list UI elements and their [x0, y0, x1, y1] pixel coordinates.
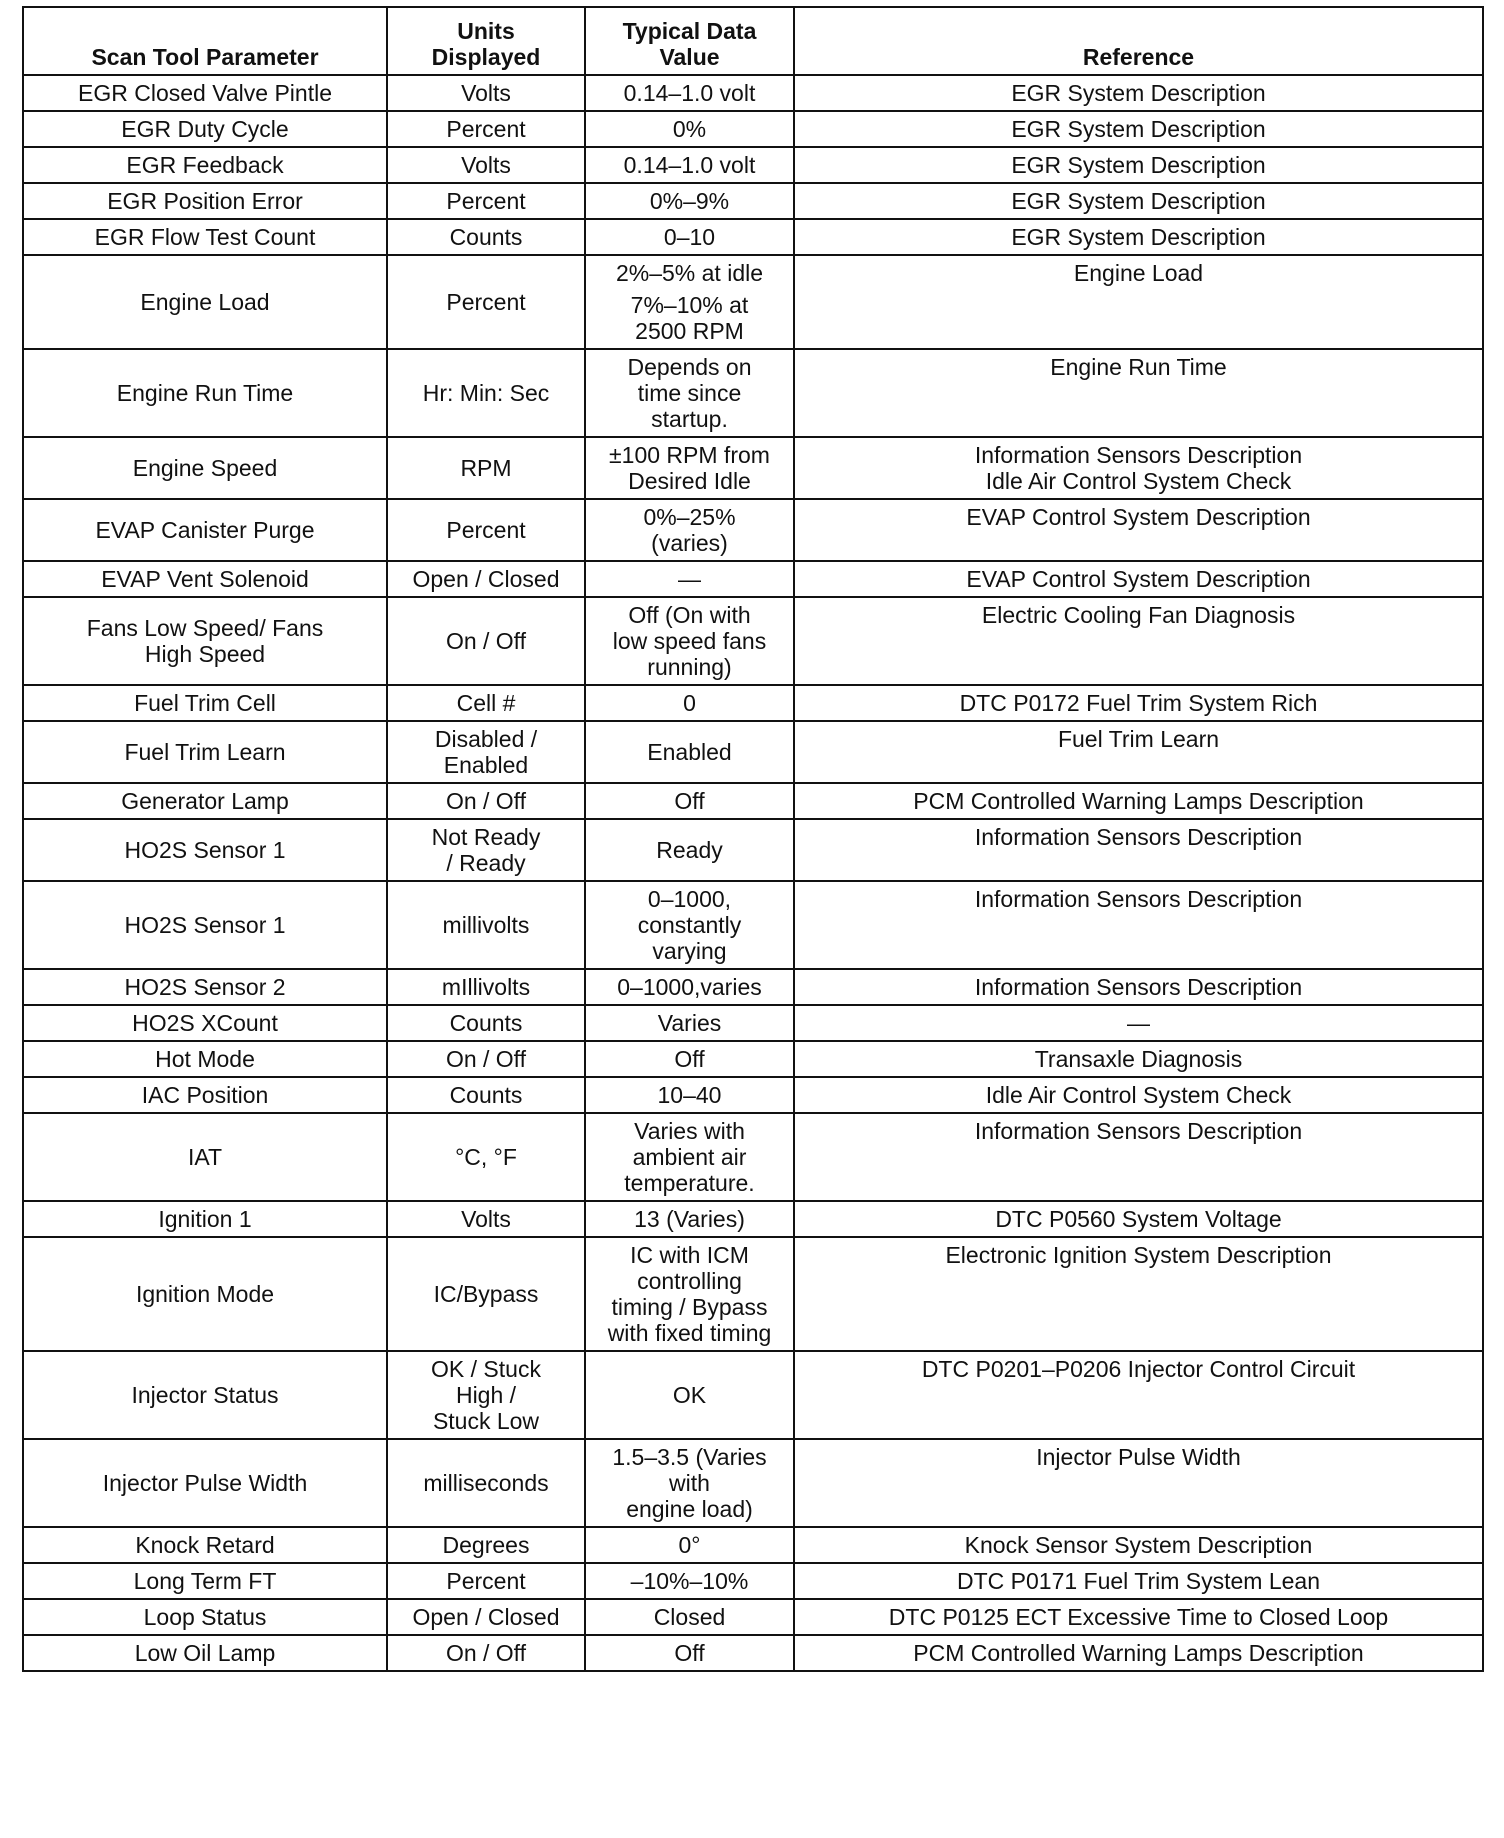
units-cell-line: Percent [446, 188, 526, 214]
units-cell-line: / Ready [446, 850, 526, 876]
units-cell [387, 819, 585, 881]
reference-cell [794, 1599, 1483, 1635]
parameter-cell-line: EGR Feedback [126, 152, 284, 178]
units-cell [387, 1201, 585, 1237]
parameter-cell-line: EGR Duty Cycle [121, 116, 289, 142]
table-row [23, 1563, 1483, 1599]
reference-cell-line: PCM Controlled Warning Lamps Description [913, 1640, 1364, 1666]
reference-cell [794, 561, 1483, 597]
typical-value-cell-line: 1.5–3.5 (Varies [612, 1444, 767, 1470]
table-row [23, 1599, 1483, 1635]
typical-value-cell-line: low speed fans [612, 628, 767, 654]
units-cell [387, 219, 585, 255]
units-cell [387, 111, 585, 147]
table-row [23, 1005, 1483, 1041]
parameter-cell [23, 75, 387, 111]
table-row [23, 1113, 1483, 1201]
header-scan-tool-parameter: Scan Tool Parameter [23, 7, 387, 75]
typical-value-cell [585, 111, 794, 147]
units-cell-line: Volts [461, 152, 511, 178]
reference-cell-line: DTC P0125 ECT Excessive Time to Closed Loop [888, 1604, 1389, 1630]
typical-value-cell [585, 437, 794, 499]
table-row [23, 1527, 1483, 1563]
typical-value-cell-line: timing / Bypass [611, 1294, 768, 1320]
units-cell [387, 783, 585, 819]
typical-value-cell-line: 0.14–1.0 volt [623, 80, 756, 106]
typical-value-cell-line: Ready [656, 837, 723, 863]
table-row [23, 499, 1483, 561]
units-cell [387, 1005, 585, 1041]
reference-cell [794, 499, 1483, 561]
units-cell-line: On / Off [445, 788, 527, 814]
parameter-cell [23, 1635, 387, 1671]
reference-cell-line: Idle Air Control System Check [985, 468, 1292, 494]
table-row [23, 881, 1483, 969]
units-cell-line: Stuck Low [432, 1408, 540, 1434]
reference-cell [794, 597, 1483, 685]
reference-cell-line: EVAP Control System Description [966, 566, 1311, 592]
units-cell [387, 685, 585, 721]
units-cell-line: Volts [461, 80, 511, 106]
typical-value-cell [585, 819, 794, 881]
typical-value-cell [585, 881, 794, 969]
units-cell [387, 1599, 585, 1635]
typical-value-cell-line: Desired Idle [628, 468, 751, 494]
parameter-cell [23, 783, 387, 819]
scan-tool-data-table-page [22, 6, 1482, 1672]
table-row [23, 597, 1483, 685]
typical-value-cell [585, 1563, 794, 1599]
parameter-cell [23, 881, 387, 969]
units-cell [387, 561, 585, 597]
typical-value-cell-line: Off [674, 1046, 705, 1072]
parameter-cell-line: HO2S Sensor 1 [124, 837, 286, 863]
typical-value-cell [585, 147, 794, 183]
reference-cell [794, 685, 1483, 721]
parameter-cell-line: EVAP Canister Purge [95, 517, 315, 543]
reference-cell-line: Electronic Ignition System Description [945, 1242, 1332, 1268]
reference-cell [794, 1005, 1483, 1041]
parameter-cell-line: Ignition Mode [135, 1281, 275, 1307]
reference-cell-line: EGR System Description [1011, 188, 1266, 214]
reference-cell [794, 881, 1483, 969]
table-row [23, 219, 1483, 255]
typical-value-cell [585, 1351, 794, 1439]
reference-cell [794, 1527, 1483, 1563]
parameter-cell-line: Engine Speed [132, 455, 278, 481]
typical-value-cell [585, 1041, 794, 1077]
typical-value-cell [585, 1439, 794, 1527]
table-row [23, 1041, 1483, 1077]
table-row [23, 1077, 1483, 1113]
parameter-cell-line: EGR Flow Test Count [94, 224, 316, 250]
parameter-cell [23, 499, 387, 561]
parameter-cell-line: Low Oil Lamp [134, 1640, 276, 1666]
parameter-cell-line: HO2S Sensor 1 [124, 912, 286, 938]
table-row [23, 183, 1483, 219]
typical-value-cell-line: –10%–10% [630, 1568, 749, 1594]
reference-cell [794, 183, 1483, 219]
units-cell-line: Hr: Min: Sec [422, 380, 550, 406]
table-row [23, 721, 1483, 783]
parameter-cell-line: Engine Run Time [116, 380, 294, 406]
reference-cell-line: EVAP Control System Description [966, 504, 1311, 530]
units-cell [387, 881, 585, 969]
units-cell-line: °C, °F [455, 1144, 517, 1170]
typical-value-cell-line: temperature. [624, 1170, 755, 1196]
typical-value-cell-line: 10–40 [657, 1082, 722, 1108]
reference-cell [794, 349, 1483, 437]
units-cell-line: Percent [446, 517, 526, 543]
parameter-cell [23, 219, 387, 255]
parameter-cell-line: IAC Position [141, 1082, 269, 1108]
units-cell-line: Not Ready [431, 824, 541, 850]
parameter-cell [23, 1113, 387, 1201]
parameter-cell [23, 1237, 387, 1351]
typical-value-cell-line: 0–10 [663, 224, 716, 250]
parameter-cell-line: Injector Pulse Width [102, 1470, 308, 1496]
reference-cell [794, 1201, 1483, 1237]
typical-value-cell-line: engine load) [626, 1496, 753, 1522]
units-cell [387, 597, 585, 685]
units-cell-line: Open / Closed [412, 1604, 560, 1630]
reference-cell [794, 147, 1483, 183]
reference-cell [794, 1635, 1483, 1671]
reference-cell [794, 783, 1483, 819]
parameter-cell-line: EVAP Vent Solenoid [101, 566, 309, 592]
parameter-cell [23, 183, 387, 219]
table-row [23, 255, 1483, 349]
reference-cell-line: Information Sensors Description [974, 442, 1303, 468]
parameter-cell [23, 1527, 387, 1563]
reference-cell [794, 75, 1483, 111]
table-row [23, 1201, 1483, 1237]
reference-cell-line: EGR System Description [1011, 224, 1266, 250]
typical-value-cell-line: with [669, 1470, 710, 1496]
units-cell-line: IC/Bypass [433, 1281, 539, 1307]
reference-cell-line: DTC P0172 Fuel Trim System Rich [959, 690, 1318, 716]
typical-value-cell-line: 0–1000,varies [617, 974, 762, 1000]
table-row [23, 147, 1483, 183]
typical-value-cell [585, 1201, 794, 1237]
typical-value-cell [585, 1527, 794, 1563]
typical-value-cell-line: IC with ICM [630, 1242, 749, 1268]
parameter-cell-line: HO2S XCount [132, 1010, 278, 1036]
parameter-cell [23, 1041, 387, 1077]
units-cell-line: On / Off [445, 1640, 527, 1666]
header-units-displayed: Units Displayed [387, 7, 585, 75]
reference-cell-line: Transaxle Diagnosis [1034, 1046, 1243, 1072]
header-typical-data-value: Typical Data Value [585, 7, 794, 75]
reference-cell-line: Engine Load [1073, 260, 1204, 286]
typical-value-cell-line: 2%–5% at idle [615, 260, 764, 286]
reference-cell [794, 255, 1483, 349]
units-cell [387, 147, 585, 183]
units-cell-line: On / Off [445, 628, 527, 654]
table-row [23, 1439, 1483, 1527]
parameter-cell-line: Generator Lamp [121, 788, 289, 814]
parameter-cell [23, 969, 387, 1005]
units-cell [387, 437, 585, 499]
reference-cell [794, 1351, 1483, 1439]
units-cell-line: Percent [446, 289, 526, 315]
units-cell [387, 1635, 585, 1671]
units-cell [387, 969, 585, 1005]
parameter-cell-line: Loop Status [143, 1604, 267, 1630]
table-row [23, 783, 1483, 819]
parameter-cell [23, 1077, 387, 1113]
typical-value-cell-line: 7%–10% at [630, 292, 749, 318]
parameter-cell-line: IAT [187, 1144, 223, 1170]
reference-cell [794, 721, 1483, 783]
reference-cell-line: Injector Pulse Width [1036, 1444, 1241, 1470]
reference-cell [794, 1563, 1483, 1599]
reference-cell-line: Engine Run Time [1050, 354, 1227, 380]
units-cell-line: OK / Stuck [431, 1356, 541, 1382]
table-row [23, 1351, 1483, 1439]
reference-cell-line: Idle Air Control System Check [985, 1082, 1292, 1108]
parameter-cell [23, 349, 387, 437]
typical-value-cell-line: 0–1000, [647, 886, 732, 912]
units-cell-line: Open / Closed [412, 566, 560, 592]
typical-value-cell [585, 349, 794, 437]
reference-cell [794, 1041, 1483, 1077]
parameter-cell-line: Fuel Trim Cell [134, 690, 276, 716]
parameter-cell [23, 147, 387, 183]
units-cell-line: Counts [449, 1082, 523, 1108]
scan-tool-parameter-table [22, 6, 1484, 1672]
reference-cell-line: DTC P0201–P0206 Injector Control Circuit [921, 1356, 1356, 1382]
typical-value-cell-line: ambient air [632, 1144, 747, 1170]
units-cell-line: RPM [460, 455, 512, 481]
reference-cell [794, 1113, 1483, 1201]
units-cell [387, 255, 585, 349]
table-row [23, 969, 1483, 1005]
units-cell-line: Counts [449, 224, 523, 250]
units-cell-line: Counts [449, 1010, 523, 1036]
units-cell [387, 1439, 585, 1527]
parameter-cell [23, 685, 387, 721]
reference-cell-line: Knock Sensor System Description [964, 1532, 1313, 1558]
reference-cell-line: Information Sensors Description [974, 1118, 1303, 1144]
typical-value-cell [585, 561, 794, 597]
typical-value-cell-line: 13 (Varies) [634, 1206, 745, 1232]
units-cell [387, 349, 585, 437]
typical-value-cell-line: 0 [683, 690, 696, 716]
units-cell-line: mIllivolts [441, 974, 531, 1000]
parameter-cell-line: Injector Status [131, 1382, 279, 1408]
typical-value-cell-line: with fixed timing [607, 1320, 772, 1346]
typical-value-cell-line: controlling [637, 1268, 742, 1294]
units-cell-line: On / Off [445, 1046, 527, 1072]
typical-value-cell [585, 1077, 794, 1113]
typical-value-cell-line: 0.14–1.0 volt [623, 152, 756, 178]
units-cell [387, 1041, 585, 1077]
units-cell-line: Volts [461, 1206, 511, 1232]
units-cell-line: Enabled [443, 752, 529, 778]
units-cell [387, 183, 585, 219]
units-cell [387, 75, 585, 111]
parameter-cell-line: HO2S Sensor 2 [124, 974, 286, 1000]
parameter-cell-line: Long Term FT [133, 1568, 277, 1594]
typical-value-cell-line: varying [652, 938, 727, 964]
typical-value-cell-line: constantly [637, 912, 742, 938]
typical-value-cell-line: Varies with [634, 1118, 745, 1144]
parameter-cell-line: EGR Closed Valve Pintle [78, 80, 332, 106]
reference-cell [794, 1237, 1483, 1351]
units-cell-line: Degrees [442, 1532, 530, 1558]
parameter-cell [23, 721, 387, 783]
parameter-cell-line: Fans Low Speed/ Fans [86, 615, 324, 641]
typical-value-cell [585, 1113, 794, 1201]
units-cell-line: milliseconds [423, 1470, 549, 1496]
reference-cell-line: PCM Controlled Warning Lamps Description [913, 788, 1364, 814]
parameter-cell [23, 111, 387, 147]
table-row [23, 1635, 1483, 1671]
units-cell [387, 499, 585, 561]
parameter-cell [23, 1351, 387, 1439]
typical-value-cell-line: 0% [672, 116, 707, 142]
reference-cell [794, 437, 1483, 499]
reference-cell-line: Information Sensors Description [974, 824, 1303, 850]
parameter-cell [23, 1599, 387, 1635]
typical-value-cell [585, 183, 794, 219]
reference-cell [794, 111, 1483, 147]
reference-cell [794, 969, 1483, 1005]
parameter-cell-line: EGR Position Error [107, 188, 303, 214]
typical-value-cell [585, 969, 794, 1005]
typical-value-cell [585, 75, 794, 111]
parameter-cell-line: High Speed [144, 641, 266, 667]
units-cell-line: Cell # [456, 690, 516, 716]
parameter-cell [23, 819, 387, 881]
parameter-cell [23, 1005, 387, 1041]
table-row [23, 1237, 1483, 1351]
reference-cell-line: Fuel Trim Learn [1057, 726, 1220, 752]
typical-value-cell-line: startup. [651, 406, 728, 432]
reference-cell [794, 819, 1483, 881]
typical-value-cell-line: 2500 RPM [635, 318, 744, 344]
parameter-cell-line: Ignition 1 [158, 1206, 252, 1232]
table-row [23, 111, 1483, 147]
parameter-cell-line: Hot Mode [155, 1046, 255, 1072]
units-cell-line: Disabled / [434, 726, 538, 752]
reference-cell [794, 219, 1483, 255]
reference-cell [794, 1077, 1483, 1113]
units-cell [387, 1563, 585, 1599]
parameter-cell-line: Engine Load [140, 289, 270, 315]
typical-value-cell [585, 1599, 794, 1635]
typical-value-cell-line: OK [672, 1382, 707, 1408]
parameter-cell [23, 255, 387, 349]
parameter-cell [23, 437, 387, 499]
parameter-cell-line: Knock Retard [135, 1532, 275, 1558]
typical-value-cell-line: Off [674, 1640, 705, 1666]
typical-value-cell [585, 1237, 794, 1351]
table-row [23, 349, 1483, 437]
units-cell-line: Percent [446, 1568, 526, 1594]
reference-cell-line: EGR System Description [1011, 152, 1266, 178]
units-cell [387, 1237, 585, 1351]
typical-value-cell [585, 685, 794, 721]
table-row [23, 437, 1483, 499]
typical-value-cell-line: Off [674, 788, 705, 814]
typical-value-cell-line: time since [637, 380, 742, 406]
typical-value-cell-line: ±100 RPM from [609, 442, 770, 468]
typical-value-cell [585, 597, 794, 685]
typical-value-cell [585, 721, 794, 783]
reference-cell [794, 1439, 1483, 1527]
reference-cell-line: DTC P0560 System Voltage [995, 1206, 1282, 1232]
table-row [23, 75, 1483, 111]
parameter-cell [23, 1563, 387, 1599]
reference-cell-line: — [1127, 1010, 1150, 1036]
parameter-cell [23, 561, 387, 597]
units-cell [387, 1351, 585, 1439]
typical-value-cell-line: Closed [653, 1604, 726, 1630]
units-cell-line: High / [455, 1382, 517, 1408]
units-cell-line: Percent [446, 116, 526, 142]
units-cell [387, 1077, 585, 1113]
typical-value-cell [585, 1635, 794, 1671]
units-cell [387, 721, 585, 783]
typical-value-cell-line: (varies) [651, 530, 728, 556]
header-reference: Reference [794, 7, 1483, 75]
typical-value-cell-line: Varies [657, 1010, 722, 1036]
units-cell [387, 1113, 585, 1201]
typical-value-cell [585, 1005, 794, 1041]
table-row [23, 561, 1483, 597]
units-cell [387, 1527, 585, 1563]
reference-cell-line: EGR System Description [1011, 80, 1266, 106]
reference-cell-line: EGR System Description [1011, 116, 1266, 142]
parameter-cell [23, 1201, 387, 1237]
typical-value-cell-line: Enabled [647, 739, 732, 765]
typical-value-cell-line: 0%–9% [649, 188, 730, 214]
table-row [23, 685, 1483, 721]
table-body [23, 75, 1483, 1671]
units-cell-line: millivolts [442, 912, 530, 938]
reference-cell-line: Information Sensors Description [974, 886, 1303, 912]
table-header-row [23, 7, 1483, 75]
reference-cell-line: Information Sensors Description [974, 974, 1303, 1000]
parameter-cell-line: Fuel Trim Learn [124, 739, 286, 765]
parameter-cell [23, 1439, 387, 1527]
reference-cell-line: DTC P0171 Fuel Trim System Lean [956, 1568, 1321, 1594]
typical-value-cell-line: 0° [678, 1532, 701, 1558]
typical-value-cell [585, 219, 794, 255]
reference-cell-line: Electric Cooling Fan Diagnosis [981, 602, 1296, 628]
typical-value-cell-line: — [678, 566, 701, 592]
parameter-cell [23, 597, 387, 685]
typical-value-cell-line: Off (On with [628, 602, 751, 628]
typical-value-cell [585, 255, 794, 349]
typical-value-cell-line: Depends on [627, 354, 752, 380]
typical-value-cell-line: 0%–25% [643, 504, 736, 530]
typical-value-cell-line: running) [647, 654, 732, 680]
typical-value-cell [585, 783, 794, 819]
typical-value-cell [585, 499, 794, 561]
table-row [23, 819, 1483, 881]
